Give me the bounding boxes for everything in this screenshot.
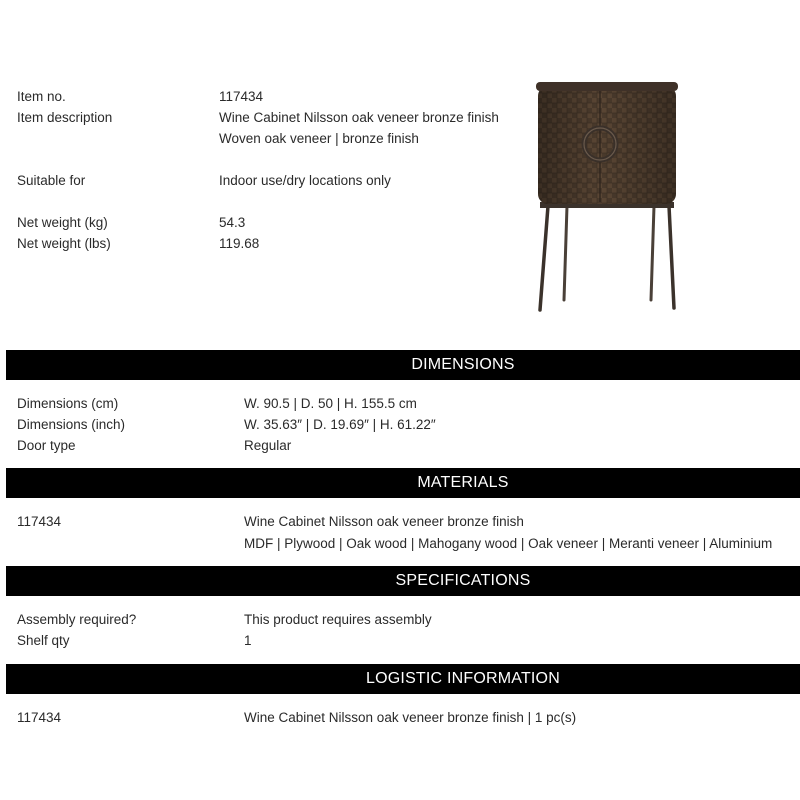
door-type-label: Door type [17, 438, 76, 453]
shelf-qty-label: Shelf qty [17, 633, 70, 648]
logistic-value: Wine Cabinet Nilsson oak veneer bronze finish | 1 pc(s) [244, 710, 577, 725]
item-no-value: 117434 [219, 89, 264, 104]
item-description-value: Wine Cabinet Nilsson oak veneer bronze finish [219, 110, 499, 125]
dimensions-cm-value: W. 90.5 | D. 50 | H. 155.5 cm [244, 396, 417, 411]
materials-description: Wine Cabinet Nilsson oak veneer bronze finish [244, 514, 524, 529]
net-weight-kg-label: Net weight (kg) [17, 215, 108, 230]
suitable-for-label: Suitable for [17, 173, 86, 188]
door-type-value: Regular [244, 438, 292, 453]
net-weight-kg-value: 54.3 [219, 215, 246, 230]
dimensions-cm-label: Dimensions (cm) [17, 396, 119, 411]
logistic-header: LOGISTIC INFORMATION [6, 664, 800, 694]
shelf-qty-value: 1 [244, 633, 252, 648]
item-no-label: Item no. [17, 89, 66, 104]
suitable-for-value: Indoor use/dry locations only [219, 173, 391, 188]
item-description-label: Item description [17, 110, 113, 125]
assembly-required-label: Assembly required? [17, 612, 137, 627]
net-weight-lbs-label: Net weight (lbs) [17, 236, 111, 251]
net-weight-lbs-value: 119.68 [219, 236, 260, 251]
assembly-required-value: This product requires assembly [244, 612, 432, 627]
materials-item-no: 117434 [17, 514, 62, 529]
dimensions-inch-label: Dimensions (inch) [17, 417, 126, 432]
dimensions-header: DIMENSIONS [6, 350, 800, 380]
specifications-header: SPECIFICATIONS [6, 566, 800, 596]
item-description-sub: Woven oak veneer | bronze finish [219, 131, 419, 146]
product-image [522, 78, 692, 314]
dimensions-inch-value: W. 35.63″ | D. 19.69″ | H. 61.22″ [244, 417, 436, 432]
materials-header: MATERIALS [6, 468, 800, 498]
materials-list: MDF | Plywood | Oak wood | Mahogany wood | Oak veneer | Meranti veneer | Aluminium [244, 536, 773, 551]
logistic-item-no: 117434 [17, 710, 62, 725]
